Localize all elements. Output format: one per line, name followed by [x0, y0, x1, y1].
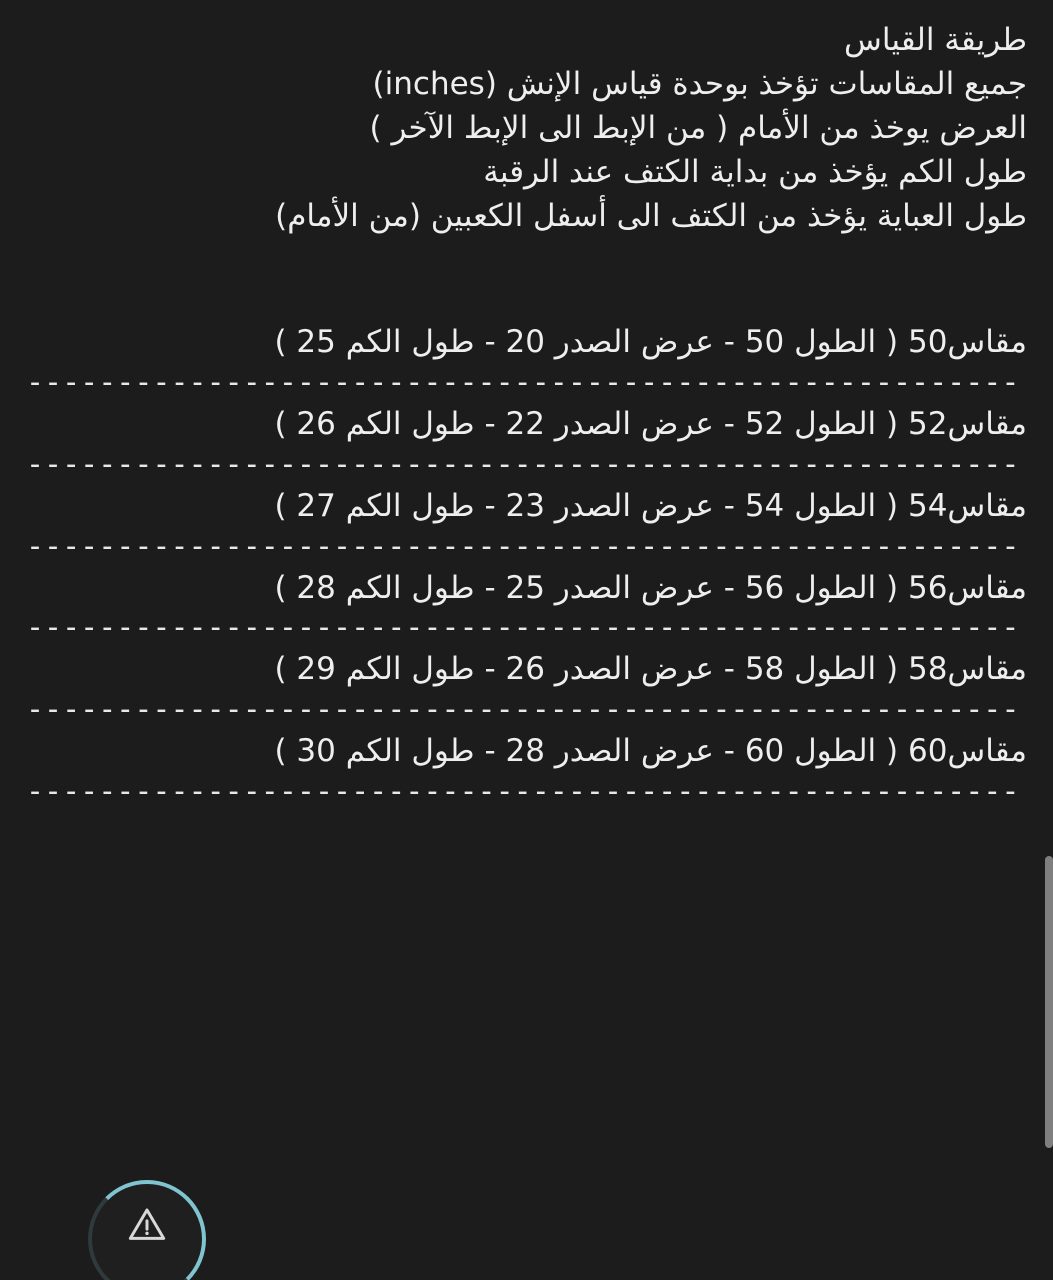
- scrollbar-thumb[interactable]: [1045, 856, 1053, 1148]
- divider-dashes: -------------------------------------------------------: [26, 369, 1020, 396]
- row-divider: [26, 697, 1027, 723]
- row-divider: [26, 452, 1027, 478]
- row-divider: [26, 534, 1027, 560]
- size-row: مقاس50 ( الطول 50 - عرض الصدر 20 - طول الكم 25 ): [274, 324, 1027, 361]
- size-row: مقاس54 ( الطول 54 - عرض الصدر 23 - طول الكم 27 ): [274, 487, 1027, 524]
- row-divider: [26, 370, 1027, 396]
- divider-dashes: -------------------------------------------------------: [26, 779, 1020, 806]
- measurement-instructions: [26, 18, 1027, 238]
- instruction-line: العرض يوخذ من الأمام ( من الإبط الى الإبط الآخر ): [369, 110, 1027, 147]
- divider-dashes: -------------------------------------------------------: [26, 451, 1020, 478]
- section-spacer: [26, 238, 1027, 316]
- instruction-line: جميع المقاسات تؤخذ بوحدة قياس الإنش (inches): [372, 66, 1027, 103]
- scrollbar-track[interactable]: [0, 0, 8, 1280]
- instruction-line: طول العباية يؤخذ من الكتف الى أسفل الكعبين (من الأمام): [275, 198, 1027, 235]
- floating-action-widget[interactable]: [88, 1180, 206, 1280]
- warning-triangle-icon: [127, 1205, 167, 1245]
- row-divider: [26, 779, 1027, 805]
- size-row: مقاس56 ( الطول 56 - عرض الصدر 25 - طول الكم 28 ): [274, 569, 1027, 606]
- divider-dashes: -------------------------------------------------------: [26, 697, 1020, 724]
- instruction-line: طول الكم يؤخذ من بداية الكتف عند الرقبة: [483, 154, 1027, 191]
- size-row: مقاس52 ( الطول 52 - عرض الصدر 22 - طول الكم 26 ): [274, 405, 1027, 442]
- size-chart-list: [26, 316, 1027, 805]
- size-row: مقاس58 ( الطول 58 - عرض الصدر 26 - طول الكم 29 ): [274, 651, 1027, 688]
- row-divider: [26, 615, 1027, 641]
- instruction-line: طريقة القياس: [844, 22, 1027, 58]
- size-row: مقاس60 ( الطول 60 - عرض الصدر 28 - طول الكم 30 ): [274, 733, 1027, 770]
- divider-dashes: -------------------------------------------------------: [26, 533, 1020, 560]
- divider-dashes: -------------------------------------------------------: [26, 615, 1020, 642]
